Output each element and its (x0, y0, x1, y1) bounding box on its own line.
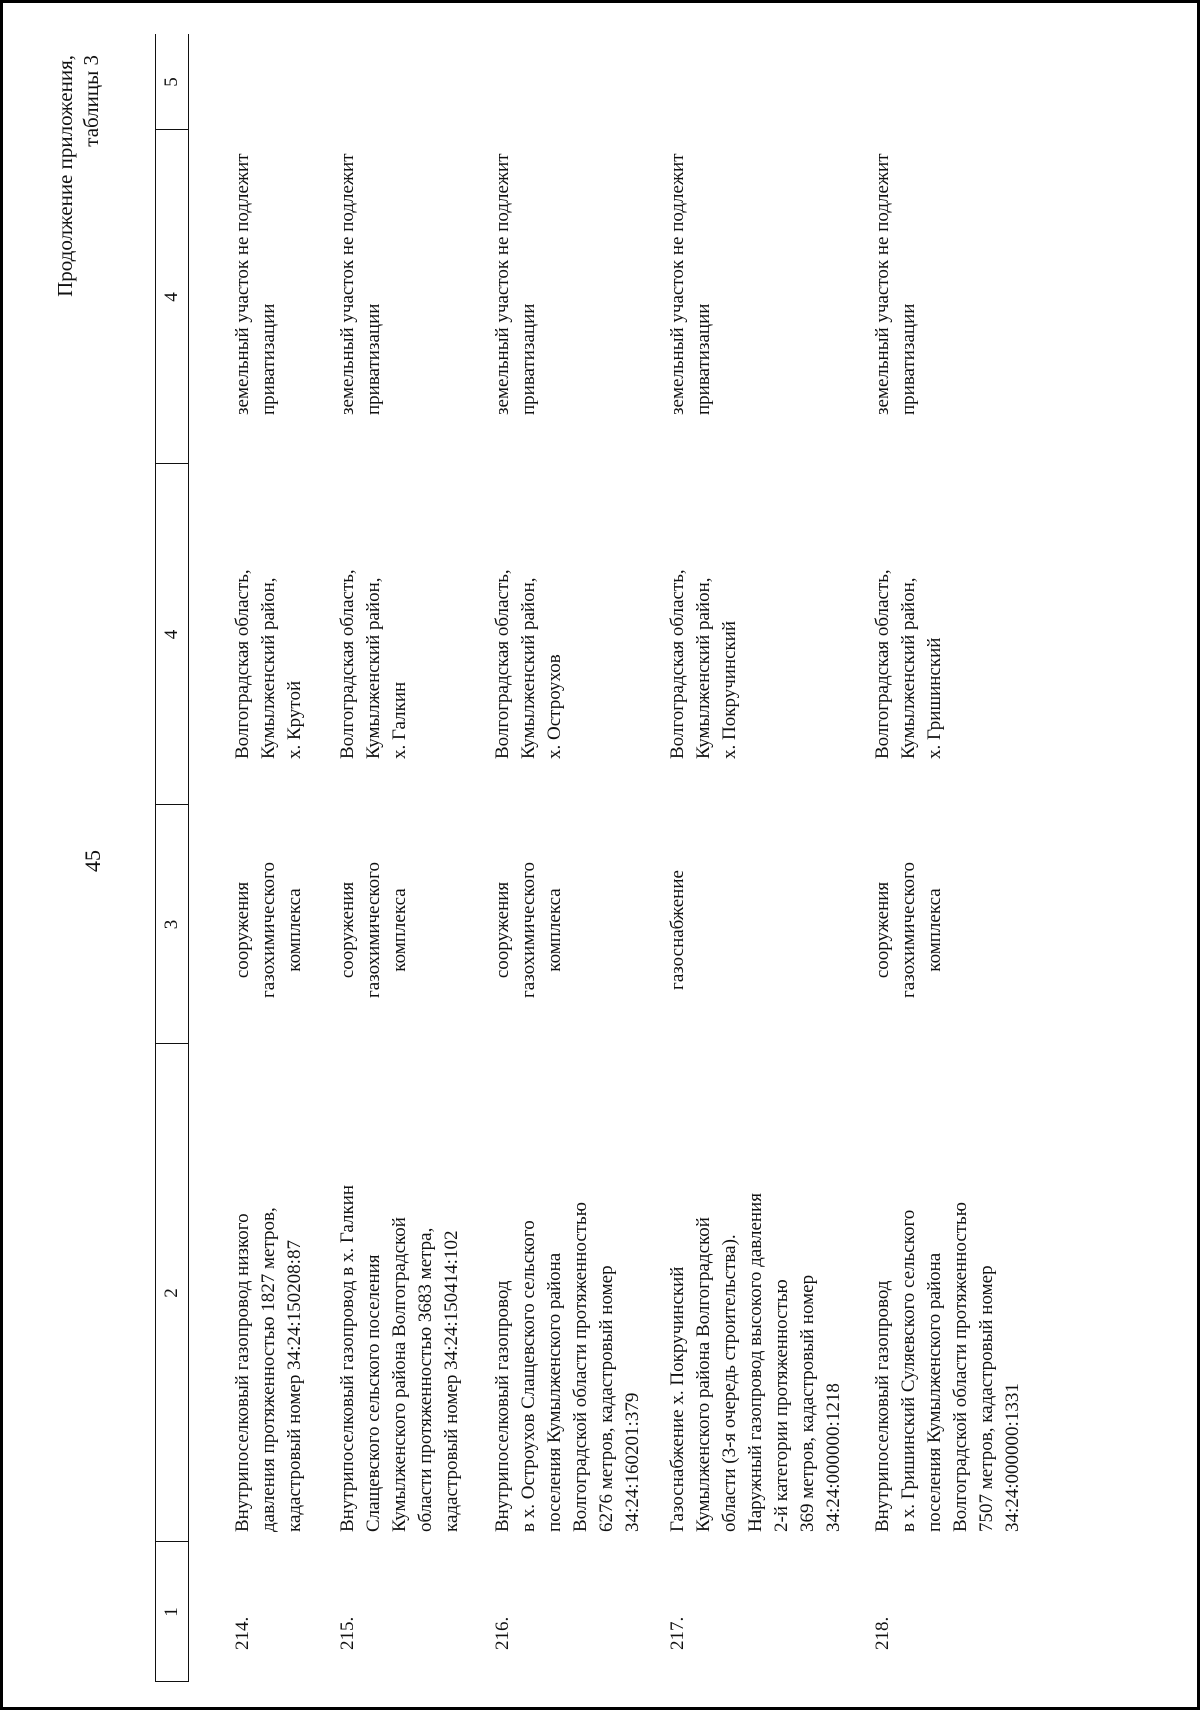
object-description-cell (230, 1072, 308, 1532)
object-description-line: Внутрипоселковый газопровод низкого (232, 1213, 253, 1532)
object-address-line: х. Крутой (284, 680, 305, 759)
row-number-cell: 217. (667, 1616, 688, 1650)
object-purpose-line: газохимического (258, 862, 279, 998)
row-number-cell: 216. (492, 1616, 513, 1650)
column-header-5: 5 (161, 77, 182, 87)
object-address-line: Кумылженский район, (693, 577, 714, 759)
privatization-note-cell (490, 35, 542, 415)
object-description-line: Волгоградской области протяженностью (570, 1202, 591, 1532)
object-description-line: Газоснабжение х. Покручинский (667, 1266, 688, 1532)
object-address-line: х. Остроухов (544, 654, 565, 759)
object-description-line: Кумылженского района Волгоградской (389, 1217, 410, 1532)
continuation-line-1: Продолжение приложения, (53, 55, 77, 297)
object-address-line: Волгоградская область, (872, 569, 893, 759)
object-purpose-line: газохимического (518, 862, 539, 998)
privatization-note-cell (665, 35, 717, 415)
object-purpose-line: комплекса (924, 888, 945, 972)
object-address-cell (665, 489, 743, 759)
object-address-line: х. Покручинский (719, 620, 740, 759)
object-description-cell (335, 1072, 465, 1532)
privatization-note-line: земельный участок не подлежит (667, 153, 688, 415)
object-purpose-cell (490, 850, 568, 1010)
column-header-4b: 4 (161, 292, 182, 302)
row-number-cell: 215. (337, 1616, 358, 1650)
privatization-note-line: приватизации (363, 303, 384, 415)
object-purpose-line: газохимического (898, 862, 919, 998)
privatization-note-line: земельный участок не подлежит (337, 153, 358, 415)
object-address-cell (335, 489, 413, 759)
privatization-note-cell (870, 35, 922, 415)
privatization-note-line: земельный участок не подлежит (232, 153, 253, 415)
privatization-note-line: земельный участок не подлежит (492, 153, 513, 415)
object-description-line: Внутрипоселковый газопровод (872, 1280, 893, 1532)
object-address-line: Волгоградская область, (667, 569, 688, 759)
object-description-line: 6276 метров, кадастровый номер (596, 1265, 617, 1532)
row-number-cell: 218. (872, 1616, 893, 1650)
object-purpose-line: сооружения (872, 881, 893, 979)
object-description-line: кадастровый номер 34:24:150208:87 (284, 1240, 305, 1532)
column-header-2: 2 (161, 1288, 182, 1298)
continuation-note (52, 55, 104, 297)
object-address-line: х. Гришинский (924, 637, 945, 759)
object-description-cell (665, 1072, 847, 1532)
continuation-line-2: таблицы 3 (79, 55, 103, 147)
object-purpose-line: комплекса (389, 888, 410, 972)
privatization-note-line: земельный участок не подлежит (872, 153, 893, 415)
object-description-line: давления протяженностью 1827 метров, (258, 1207, 279, 1532)
page-number: 45 (80, 850, 105, 872)
privatization-note-cell (335, 35, 387, 415)
object-address-line: Кумылженский район, (363, 577, 384, 759)
object-purpose-line: сооружения (232, 881, 253, 979)
object-description-line: кадастровый номер 34:24:150414:102 (441, 1230, 462, 1532)
privatization-note-cell (230, 35, 282, 415)
object-description-line: Внутрипоселковый газопровод (492, 1280, 513, 1532)
object-description-line: области (3-я очередь строительства). (719, 1234, 740, 1532)
object-address-cell (230, 489, 308, 759)
object-description-line: 34:24:160201:379 (622, 1392, 643, 1532)
object-description-line: Волгоградской области протяженностью (950, 1202, 971, 1532)
object-description-line: 2-й категории протяженностью (771, 1279, 792, 1532)
object-address-line: Кумылженский район, (518, 577, 539, 759)
column-header-3: 3 (161, 919, 182, 930)
object-address-line: Волгоградская область, (337, 569, 358, 759)
object-description-line: области протяженностью 3683 метра, (415, 1227, 436, 1532)
object-purpose-line: газохимического (363, 862, 384, 998)
object-address-line: Волгоградская область, (232, 569, 253, 759)
object-purpose-line: газоснабжение (667, 870, 688, 990)
table-top-border (155, 34, 156, 1682)
object-purpose-line: комплекса (284, 888, 305, 972)
object-description-cell (490, 1072, 646, 1532)
object-address-line: Волгоградская область, (492, 569, 513, 759)
object-description-line: в х. Гришинский Суляевского сельского (898, 1209, 919, 1532)
table-header-bottom-border (188, 34, 189, 1682)
object-purpose-line: комплекса (544, 888, 565, 972)
privatization-note-line: приватизации (258, 303, 279, 415)
object-description-line: в х. Остроухов Слащевского сельского (518, 1220, 539, 1532)
row-number-cell: 214. (232, 1616, 253, 1650)
object-purpose-line: сооружения (337, 881, 358, 979)
object-purpose-cell (665, 850, 691, 1010)
object-description-line: 34:24:000000:1331 (1002, 1383, 1023, 1532)
object-purpose-line: сооружения (492, 881, 513, 979)
object-description-line: Наружный газопровод высокого давления (745, 1193, 766, 1532)
privatization-note-line: приватизации (693, 303, 714, 415)
column-header-1: 1 (161, 1607, 182, 1617)
object-description-line: Слащевского сельского поселения (363, 1254, 384, 1532)
object-description-line: Кумылженского района Волгоградской (693, 1217, 714, 1532)
object-address-line: Кумылженский район, (258, 577, 279, 759)
object-purpose-cell (230, 850, 308, 1010)
object-address-cell (490, 489, 568, 759)
column-header-4: 4 (161, 629, 182, 640)
privatization-note-line: приватизации (898, 303, 919, 415)
object-description-line: 7507 метров, кадастровый номер (976, 1265, 997, 1532)
object-description-line: поселения Кумылженского района (924, 1252, 945, 1532)
object-address-line: х. Галкин (389, 681, 410, 759)
object-description-line: 34:24:000000:1218 (823, 1383, 844, 1532)
object-purpose-cell (335, 850, 413, 1010)
object-description-cell (870, 1072, 1026, 1532)
object-purpose-cell (870, 850, 948, 1010)
object-description-line: Внутрипоселковый газопровод в х. Галкин (337, 1184, 358, 1532)
object-address-line: Кумылженский район, (898, 577, 919, 759)
object-address-cell (870, 489, 948, 759)
object-description-line: поселения Кумылженского района (544, 1252, 565, 1532)
object-description-line: 369 метров, кадастровый номер (797, 1274, 818, 1532)
privatization-note-line: приватизации (518, 303, 539, 415)
